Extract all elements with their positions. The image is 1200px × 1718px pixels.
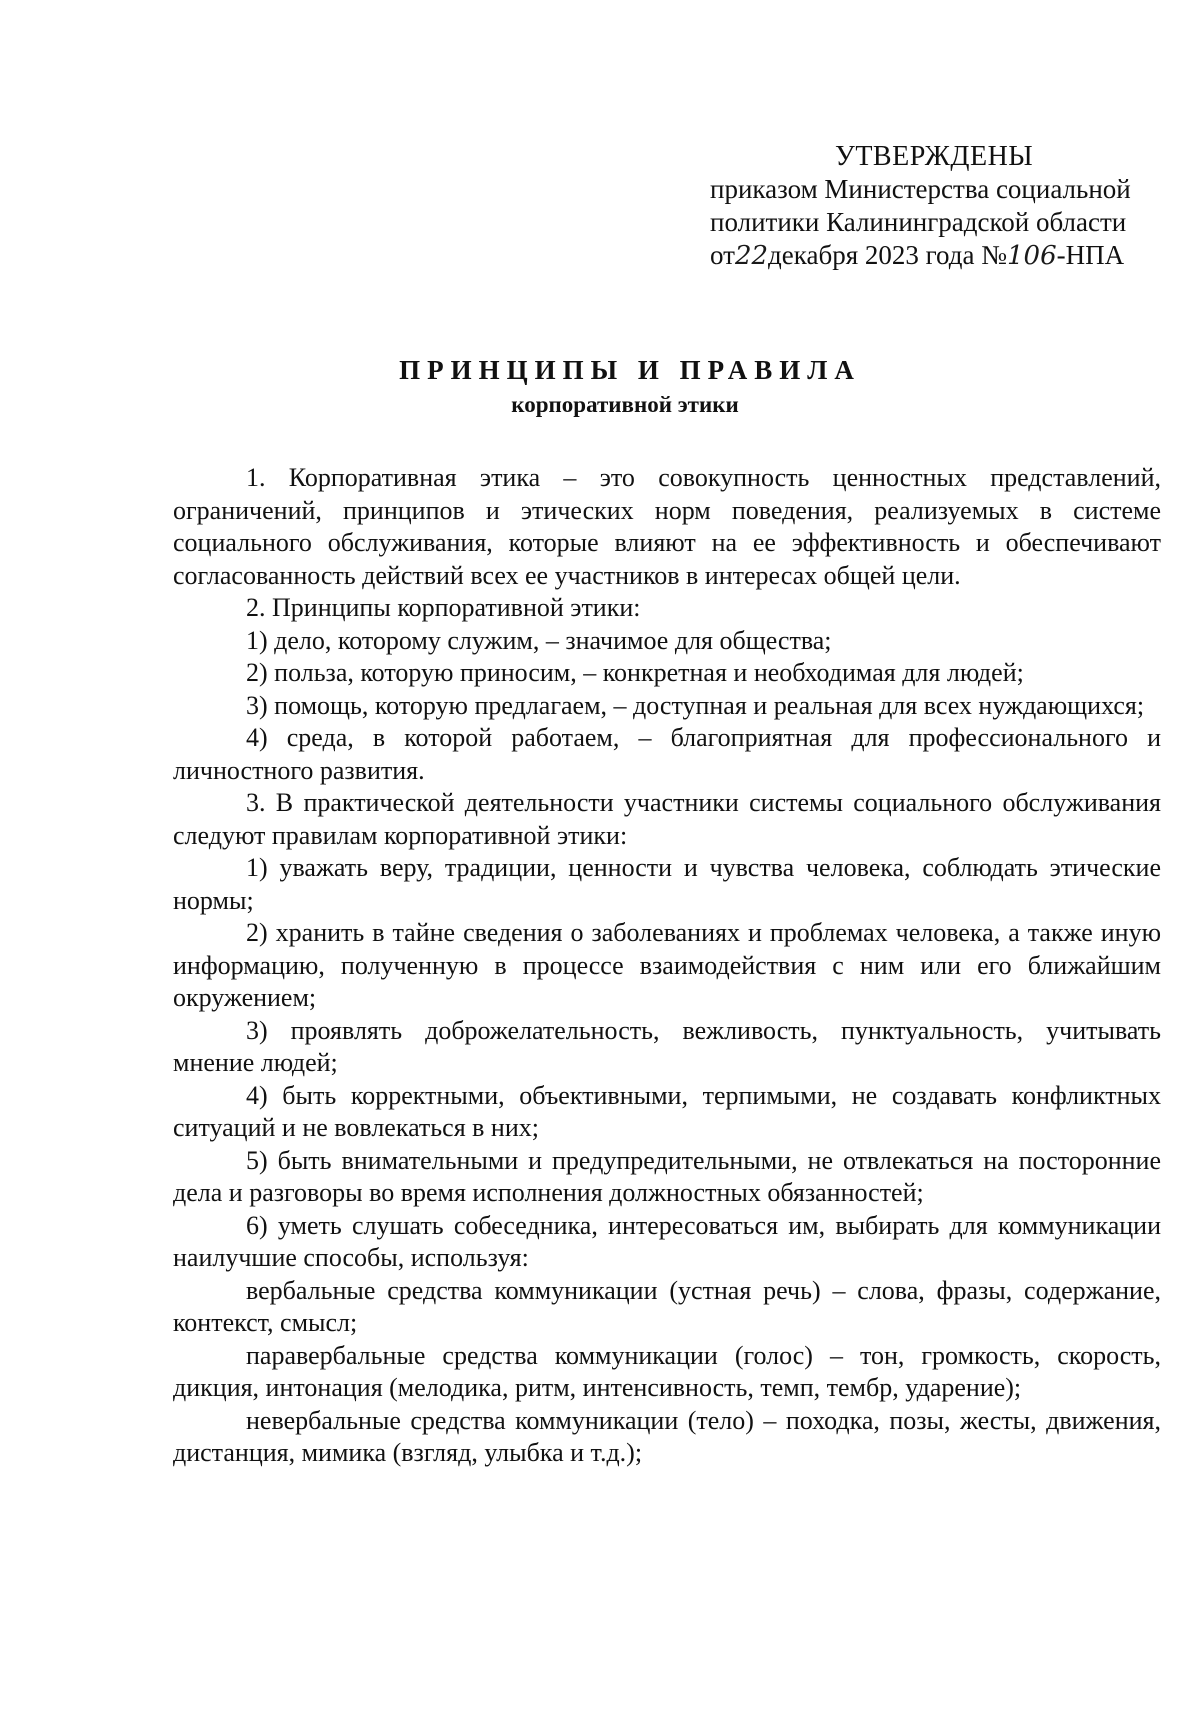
document-title: ПРИНЦИПЫ И ПРАВИЛА xyxy=(399,355,861,385)
paragraph: невербальные средства коммуникации (тело) – походка, позы, жесты, движения, дистанция, мимика (взгляд, улыбка и т.д.); xyxy=(173,1405,1161,1467)
document-subtitle: корпоративной этики xyxy=(511,392,739,417)
paragraph: 1) дело, которому служим, – значимое для общества; xyxy=(246,625,832,655)
paragraph: паравербальные средства коммуникации (голос) – тон, громкость, скорость, дикция, интонация (мелодика, ритм, интенсивность, темп, тембр, ударение); xyxy=(173,1340,1161,1402)
paragraph: 3) проявлять доброжелательность, вежливость, пунктуальность, учитывать мнение людей; xyxy=(173,1015,1161,1077)
document-heading xyxy=(0,355,1200,418)
order-suffix: -НПА xyxy=(1056,240,1125,270)
handwritten-day: 22 xyxy=(734,241,769,271)
paragraph: 1. Корпоративная этика – это совокупность ценностных представлений, ограничений, принципов и этических норм поведения, реализуемых в системе социального обслуживания, которые влияют на ее эффективность и обеспечивают согласованность действий всех ее участников в интересах общей цели. xyxy=(173,463,1161,590)
approval-line-2: политики Калининградской области xyxy=(710,207,1127,237)
approval-line-1: приказом Министерства социальной xyxy=(710,174,1131,204)
paragraph: 3. В практической деятельности участники системы социального обслуживания следуют правилам корпоративной этики: xyxy=(173,788,1161,850)
paragraph: 4) среда, в которой работаем, – благоприятная для профессионального и личностного развития. xyxy=(173,723,1161,785)
paragraph: 4) быть корректными, объективными, терпимыми, не создавать конфликтных ситуаций и не вовлекаться в них; xyxy=(173,1080,1161,1142)
date-middle: декабря 2023 года № xyxy=(768,240,1007,270)
document-body xyxy=(173,462,1161,1470)
paragraph: 1) уважать веру, традиции, ценности и чувства человека, соблюдать этические нормы; xyxy=(173,853,1161,915)
approval-title: УТВЕРЖДЕНЫ xyxy=(835,141,1034,172)
date-prefix: от xyxy=(710,240,735,270)
approval-date-line xyxy=(710,239,1170,273)
paragraph: 3) помощь, которую предлагаем, – доступная и реальная для всех нуждающихся; xyxy=(246,690,1145,720)
handwritten-order-number: 106 xyxy=(1006,241,1057,271)
paragraph: 6) уметь слушать собеседника, интересоваться им, выбирать для коммуникации наилучшие способы, используя: xyxy=(173,1210,1161,1272)
approval-block xyxy=(710,140,1170,273)
paragraph: 2) польза, которую приносим, – конкретная и необходимая для людей; xyxy=(246,658,1024,687)
paragraph: 2. Принципы корпоративной этики: xyxy=(246,593,641,622)
paragraph: вербальные средства коммуникации (устная речь) – слова, фразы, содержание, контекст, смысл; xyxy=(173,1275,1161,1337)
paragraph: 2) хранить в тайне сведения о заболеваниях и проблемах человека, а также иную информацию, полученную в процессе взаимодействия с ним или его ближайшим окружением; xyxy=(173,918,1161,1012)
paragraph: 5) быть внимательными и предупредительными, не отвлекаться на посторонние дела и разговоры во время исполнения должностных обязанностей; xyxy=(173,1145,1161,1207)
